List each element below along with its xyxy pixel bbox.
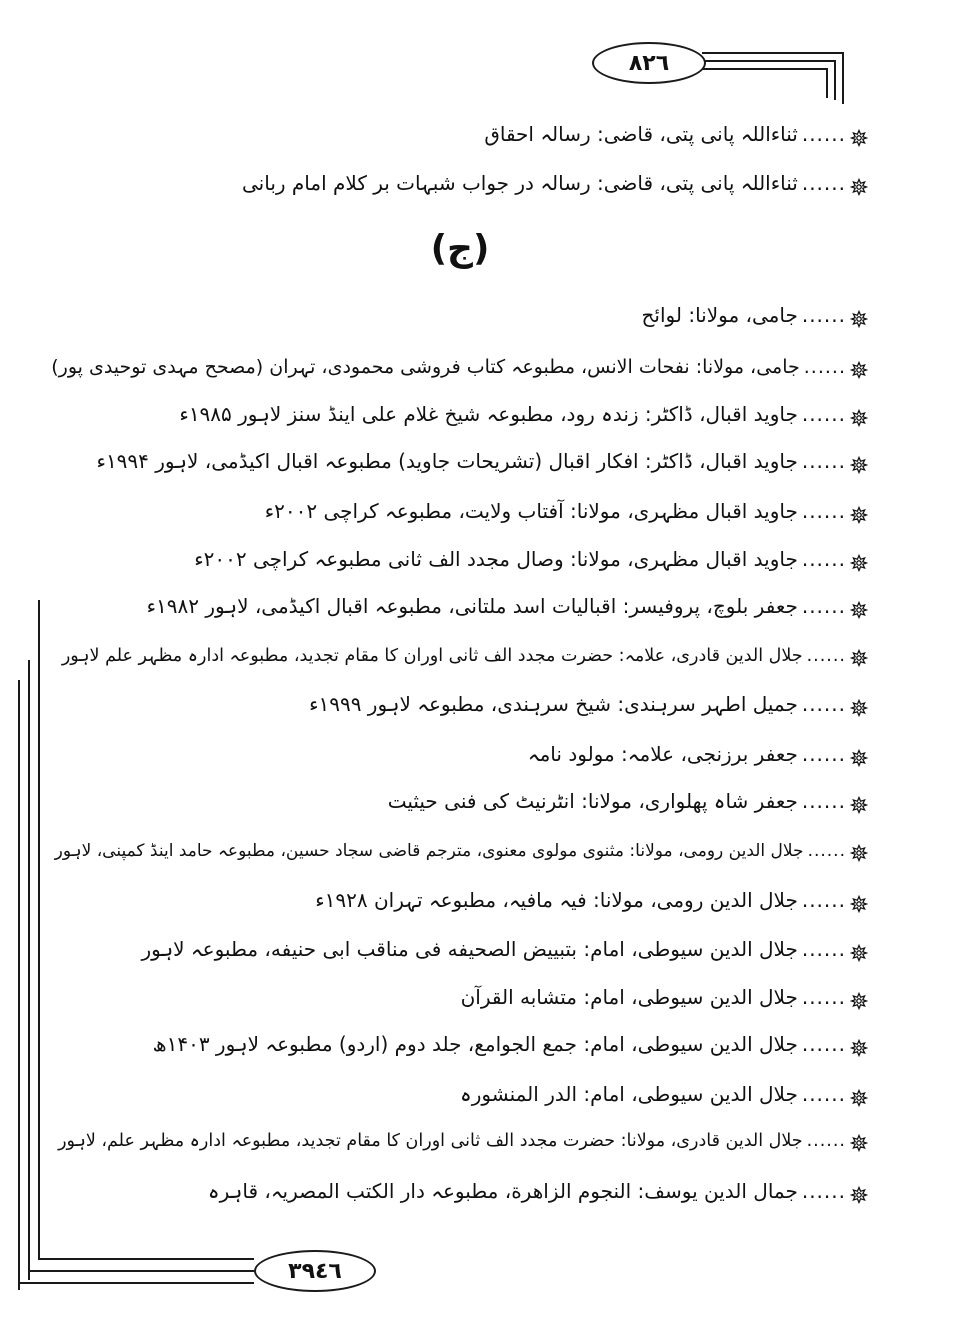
frame-right-line-2	[834, 60, 836, 100]
flower-bullet-icon	[850, 1035, 868, 1053]
frame-right-line-3	[826, 68, 828, 98]
flower-bullet-icon	[850, 1085, 868, 1103]
flower-bullet-icon	[850, 988, 868, 1006]
bibliography-entry	[265, 495, 868, 527]
entry-leader-dots: ......	[801, 499, 846, 523]
flower-bullet-icon	[850, 891, 868, 909]
flower-bullet-icon	[850, 502, 868, 520]
flower-bullet-icon	[850, 174, 868, 192]
entry-text: جعفر بلوچ، پروفیسر: اقبالیات اسد ملتانی، مطبوعہ اقبال اکیڈمی، لاہور ۱۹۸۲ء	[146, 594, 798, 618]
entry-leader-dots: ......	[801, 692, 846, 716]
bibliography-entry	[642, 299, 868, 331]
frame-top-line-2	[702, 60, 836, 62]
entry-leader-dots: ......	[801, 985, 846, 1009]
flower-bullet-icon	[850, 358, 868, 376]
bibliography-entry	[242, 167, 868, 199]
bibliography-entry	[315, 884, 868, 916]
flower-bullet-icon	[850, 695, 868, 713]
entry-text: جلال الدین قادری، مولانا: حضرت مجدد الف ثانی اوران کا مقام تجدید، مطبوعہ ادارہ مظہر علم، لاہور	[58, 1131, 803, 1151]
entry-leader-dots: ......	[801, 789, 846, 813]
flower-bullet-icon	[850, 405, 868, 423]
bibliography-entry	[528, 738, 868, 770]
entry-text: جلال الدین سیوطی، امام: الدر المنشورہ	[460, 1082, 798, 1106]
frame-top-line-3	[702, 68, 828, 70]
flower-bullet-icon	[850, 1182, 868, 1200]
entry-text: ثناءاللہ پانی پتی، قاضی: رسالہ در جواب شبہات بر کلام امام ربانی	[242, 171, 798, 195]
entry-text: جامی، مولانا: نفحات الانس، مطبوعہ کتاب فروشی محمودی، تہران (مصحح مہدی توحیدی پور)	[51, 356, 800, 378]
entry-leader-dots: ......	[801, 402, 846, 426]
section-heading: (ج)	[430, 228, 490, 269]
entry-leader-dots: ......	[801, 888, 846, 912]
entry-text: جاوید اقبال مظہری، مولانا: وصال مجدد الف ثانی مطبوعہ کراچی ۲۰۰۲ء	[194, 547, 798, 571]
entry-text: جاوید اقبال، ڈاکٹر: افکار اقبال (تشریحات جاوید) مطبوعہ اقبال اکیڈمی، لاہور ۱۹۹۴ء	[96, 449, 798, 473]
flower-bullet-icon	[850, 125, 868, 143]
flower-bullet-icon	[850, 597, 868, 615]
entry-text: ثناءاللہ پانی پتی، قاضی: رسالہ احقاق	[484, 122, 798, 146]
frame-left-line-3	[18, 680, 20, 1290]
flower-bullet-icon	[850, 647, 868, 665]
flower-bullet-icon	[850, 792, 868, 810]
entry-text: جلال الدین سیوطی، امام: متشابه القرآن	[460, 985, 798, 1009]
entry-leader-dots: ......	[801, 1082, 846, 1106]
flower-bullet-icon	[850, 306, 868, 324]
frame-bottom-line-1	[38, 1258, 254, 1260]
entry-text: جلال الدین سیوطی، امام: بتبییض الصحیفه فی مناقب ابی حنیفه، مطبوعہ لاہور	[141, 937, 798, 961]
entry-text: جمال الدین یوسف: النجوم الزاهرة، مطبوعہ دار الکتب المصریہ، قاہرہ	[207, 1179, 798, 1203]
frame-bottom-line-3	[18, 1282, 254, 1284]
entry-leader-dots: ......	[801, 1032, 846, 1056]
entry-leader-dots: ......	[803, 356, 846, 378]
entry-text: جلال الدین رومی، مولانا: مثنوی مولوی معنوی، مترجم قاضی سجاد حسین، مطبوعہ حامد اینڈ کمپنی، لاہور	[54, 841, 804, 861]
entry-leader-dots: ......	[801, 449, 846, 473]
entry-text: جعفر شاہ پھلواری، مولانا: انٹرنیٹ کی فنی حیثیت	[387, 789, 798, 813]
frame-right-line-1	[842, 52, 844, 104]
entry-leader-dots: ......	[801, 122, 846, 146]
bibliography-entry	[97, 445, 868, 477]
bibliography-entry	[208, 1175, 868, 1207]
entry-leader-dots: ......	[801, 303, 846, 327]
bibliography-entry	[484, 118, 868, 150]
flower-bullet-icon	[850, 745, 868, 763]
top-page-number: ٨٢٦	[592, 42, 706, 84]
bibliography-entry	[460, 1078, 868, 1110]
bibliography-entry	[55, 835, 868, 867]
bottom-page-number: ٣٩٤٦	[254, 1250, 376, 1292]
entry-leader-dots: ......	[801, 1179, 846, 1203]
bibliography-entry	[51, 351, 868, 383]
entry-leader-dots: ......	[806, 646, 846, 666]
bibliography-entry	[309, 688, 868, 720]
frame-left-line-2	[28, 660, 30, 1280]
frame-top-line-1	[702, 52, 844, 54]
bibliography-entry	[62, 640, 868, 672]
bibliography-entry	[179, 398, 868, 430]
entry-text: جامی، مولانا: لوائح	[641, 303, 798, 327]
entry-leader-dots: ......	[801, 742, 846, 766]
entry-leader-dots: ......	[801, 547, 846, 571]
frame-bottom-line-2	[28, 1270, 254, 1272]
entry-leader-dots: ......	[807, 841, 846, 861]
bibliography-entry	[58, 1125, 868, 1157]
frame-left-line-1	[38, 600, 40, 1260]
entry-leader-dots: ......	[801, 937, 846, 961]
entry-leader-dots: ......	[801, 171, 846, 195]
entry-leader-dots: ......	[806, 1131, 846, 1151]
bibliography-entry	[153, 1028, 868, 1060]
bibliography-entry	[388, 785, 868, 817]
bibliography-entry	[147, 590, 868, 622]
flower-bullet-icon	[850, 452, 868, 470]
entry-text: جاوید اقبال مظہری، مولانا: آفتاب ولایت، مطبوعہ کراچی ۲۰۰۲ء	[264, 499, 798, 523]
entry-text: جمیل اطہر سرہندی: شیخ سرہندی، مطبوعہ لاہور ۱۹۹۹ء	[309, 692, 798, 716]
entry-text: جلال الدین سیوطی، امام: جمع الجوامع، جلد دوم (اردو) مطبوعہ لاہور ۱۴۰۳ھ	[152, 1032, 798, 1056]
bibliography-entry	[141, 933, 868, 965]
bibliography-entry	[194, 543, 868, 575]
flower-bullet-icon	[850, 1132, 868, 1150]
flower-bullet-icon	[850, 842, 868, 860]
entry-text: جاوید اقبال، ڈاکٹر: زندہ رود، مطبوعہ شیخ غلام علی اینڈ سنز لاہور ۱۹۸۵ء	[179, 402, 798, 426]
flower-bullet-icon	[850, 550, 868, 568]
flower-bullet-icon	[850, 940, 868, 958]
bibliography-entry	[461, 981, 868, 1013]
entry-text: جلال الدین قادری، علامہ: حضرت مجدد الف ثانی اوران کا مقام تجدید، مطبوعہ ادارہ مظہر علم لاہور	[61, 646, 803, 666]
entry-leader-dots: ......	[801, 594, 846, 618]
entry-text: جعفر برزنجی، علامہ: مولود نامہ	[527, 742, 798, 766]
entry-text: جلال الدین رومی، مولانا: فیہ مافیہ، مطبوعہ تہران ۱۹۲۸ء	[315, 888, 798, 912]
